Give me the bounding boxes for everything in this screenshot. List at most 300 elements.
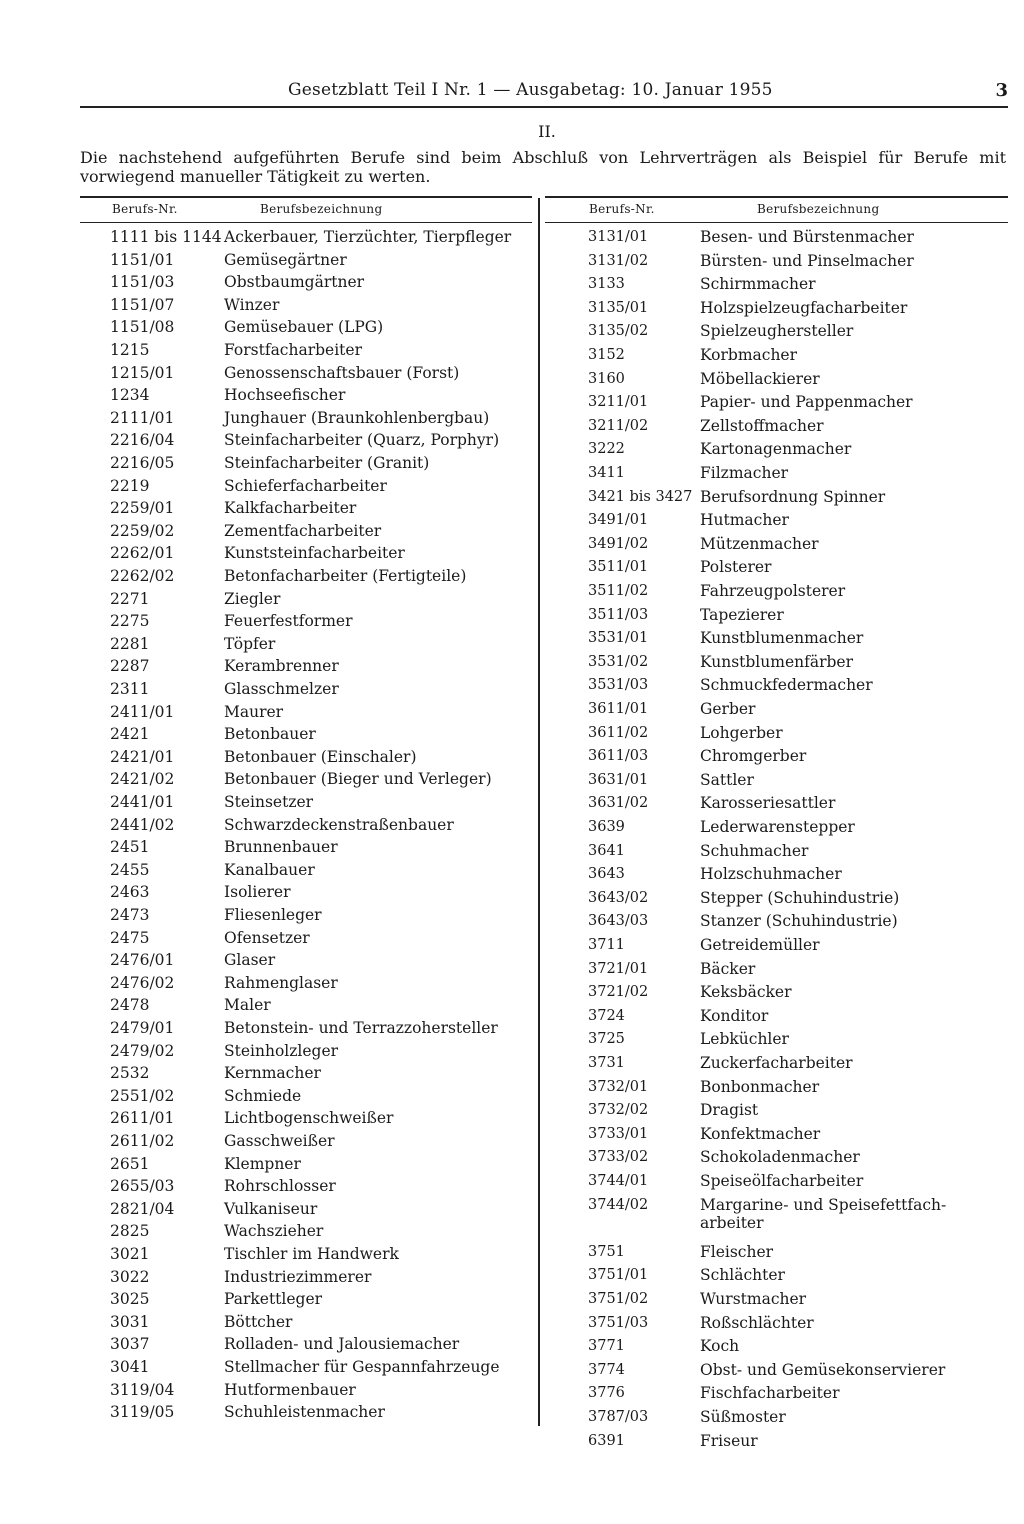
table-row bbox=[80, 362, 532, 384]
occupation-name: Lichtbogenschweißer bbox=[224, 1109, 394, 1128]
occupation-number: 2275 bbox=[110, 612, 150, 631]
table-row bbox=[80, 565, 532, 587]
occupation-name: Betonbauer bbox=[224, 725, 316, 744]
table-row bbox=[80, 1288, 532, 1310]
table-row bbox=[80, 316, 532, 338]
occupation-name: Tischler im Handwerk bbox=[224, 1245, 399, 1263]
occupation-number: 3037 bbox=[110, 1335, 150, 1354]
occupation-number: 3751/02 bbox=[588, 1291, 649, 1307]
occupation-number: 2611/02 bbox=[110, 1132, 175, 1150]
table-row bbox=[545, 698, 1008, 720]
occupation-name: Bürsten- und Pinselmacher bbox=[700, 251, 914, 270]
table-row bbox=[80, 1220, 532, 1242]
occupation-number: 2216/05 bbox=[110, 454, 175, 472]
table-row bbox=[545, 320, 1008, 342]
occupation-name: Kunststeinfacharbeiter bbox=[224, 544, 405, 563]
occupation-name: Zuckerfacharbeiter bbox=[700, 1054, 853, 1072]
occupation-name: Hochseefischer bbox=[224, 386, 346, 405]
occupation-name: Holzspielzeugfacharbeiter bbox=[700, 298, 908, 317]
occupation-name: Tapezierer bbox=[700, 605, 784, 624]
occupation-number: 3744/01 bbox=[588, 1173, 649, 1189]
table-row bbox=[545, 1312, 1008, 1334]
occupation-number: 3611/01 bbox=[588, 701, 649, 717]
occupation-number: 2287 bbox=[110, 657, 150, 676]
occupation-number: 1111 bis 1144 bbox=[110, 228, 222, 246]
occupation-number: 3751 bbox=[588, 1243, 625, 1260]
occupation-number: 2271 bbox=[110, 589, 150, 608]
table-row bbox=[80, 859, 532, 881]
occupation-number: 3421 bis 3427 bbox=[588, 488, 693, 505]
occupation-name: Lohgerber bbox=[700, 723, 783, 742]
intro-line-1: Die nachstehend aufgeführten Berufe sind beim Abschluß von Lehrverträgen als Beispiel für Berufe mit bbox=[80, 148, 1006, 167]
occupation-name: Chromgerber bbox=[700, 747, 807, 766]
occupation-number: 6391 bbox=[588, 1432, 625, 1449]
page-number: 3 bbox=[995, 80, 1008, 101]
left-header-name: Berufsbezeichnung bbox=[260, 202, 383, 216]
occupation-number: 2281 bbox=[110, 634, 150, 653]
table-row bbox=[545, 792, 1008, 814]
table-row bbox=[545, 674, 1008, 696]
occupation-name: Betonstein- und Terrazzohersteller bbox=[224, 1019, 498, 1037]
table-row bbox=[545, 391, 1008, 413]
occupation-name: Hutmacher bbox=[700, 511, 789, 530]
occupation-name: Getreidemüller bbox=[700, 936, 820, 954]
table-row bbox=[545, 533, 1008, 555]
table-row bbox=[80, 768, 532, 790]
table-row bbox=[80, 271, 532, 293]
occupation-name: Schmuckfedermacher bbox=[700, 676, 873, 695]
occupation-name: Böttcher bbox=[224, 1312, 293, 1331]
table-row bbox=[80, 1333, 532, 1355]
occupation-number: 3511/02 bbox=[588, 583, 649, 599]
occupation-number: 2421/02 bbox=[110, 770, 175, 789]
occupation-name: Schuhleistenmacher bbox=[224, 1403, 385, 1422]
occupation-name: Gemüsebauer (LPG) bbox=[224, 318, 384, 337]
occupation-number: 3135/01 bbox=[588, 299, 649, 316]
table-row bbox=[545, 627, 1008, 649]
table-row bbox=[80, 1356, 532, 1378]
occupation-number: 2532 bbox=[110, 1064, 150, 1083]
occupation-name: Bäcker bbox=[700, 959, 756, 978]
occupation-name: Kerambrenner bbox=[224, 657, 339, 676]
occupation-name: Schokoladenmacher bbox=[700, 1148, 860, 1167]
occupation-number: 2259/02 bbox=[110, 521, 175, 540]
occupation-name: Obst- und Gemüsekonservierer bbox=[700, 1360, 946, 1379]
occupation-name: Gemüsegärtner bbox=[224, 250, 347, 269]
occupation-name: Vulkaniseur bbox=[224, 1199, 318, 1218]
left-table bbox=[80, 196, 532, 1422]
occupation-number: 3211/02 bbox=[588, 417, 649, 434]
occupation-name: Papier- und Pappenmacher bbox=[700, 393, 913, 412]
occupation-number: 3639 bbox=[588, 819, 625, 835]
occupation-name: Betonbauer (Bieger und Verleger) bbox=[224, 770, 492, 789]
occupation-number: 2111/01 bbox=[110, 408, 175, 427]
table-row bbox=[80, 497, 532, 519]
occupation-number: 1234 bbox=[110, 386, 150, 405]
table-row bbox=[80, 475, 532, 497]
occupation-number: 2551/02 bbox=[110, 1086, 175, 1105]
table-row bbox=[80, 429, 532, 451]
table-row bbox=[545, 1028, 1008, 1050]
occupation-name: Bonbonmacher bbox=[700, 1077, 820, 1096]
left-header-number: Berufs-Nr. bbox=[112, 202, 178, 216]
occupation-name: Brunnenbauer bbox=[224, 838, 338, 857]
section-number: II. bbox=[538, 122, 556, 141]
occupation-number: 2655/03 bbox=[110, 1177, 175, 1196]
occupation-name: Glasschmelzer bbox=[224, 680, 339, 698]
occupation-name: Besen- und Bürstenmacher bbox=[700, 228, 914, 246]
table-row bbox=[80, 1311, 532, 1333]
table-row bbox=[80, 1017, 532, 1039]
occupation-number: 2475 bbox=[110, 928, 150, 947]
table-row bbox=[80, 1107, 532, 1129]
occupation-number: 3031 bbox=[110, 1312, 150, 1331]
occupation-name: Gerber bbox=[700, 700, 756, 718]
occupation-name: Zellstoffmacher bbox=[700, 416, 824, 435]
table-row bbox=[545, 745, 1008, 767]
occupation-number: 3611/02 bbox=[588, 724, 649, 741]
occupation-name: Kunstblumenmacher bbox=[700, 629, 864, 648]
occupation-name: Kalkfacharbeiter bbox=[224, 499, 357, 518]
occupation-name: Betonbauer (Einschaler) bbox=[224, 747, 417, 766]
column-divider bbox=[538, 198, 540, 1426]
table-row bbox=[80, 1175, 532, 1197]
occupation-number: 3531/02 bbox=[588, 653, 649, 670]
occupation-number: 2476/01 bbox=[110, 951, 175, 970]
occupation-number: 3744/02 bbox=[588, 1196, 649, 1213]
occupation-name: Mützenmacher bbox=[700, 534, 819, 553]
left-table-header bbox=[80, 196, 532, 223]
occupation-number: 2825 bbox=[110, 1222, 150, 1241]
table-row bbox=[80, 542, 532, 564]
right-table-header bbox=[545, 196, 1008, 223]
occupation-name: Schmiede bbox=[224, 1086, 302, 1105]
table-row bbox=[80, 1401, 532, 1423]
occupation-number: 3721/01 bbox=[588, 960, 649, 977]
table-row bbox=[545, 934, 1008, 956]
table-row bbox=[545, 344, 1008, 366]
table-row bbox=[545, 1170, 1008, 1192]
occupation-number: 3152 bbox=[588, 347, 625, 363]
occupation-name: Karosseriesattler bbox=[700, 794, 836, 813]
occupation-name: Konditor bbox=[700, 1006, 769, 1025]
table-row bbox=[80, 1243, 532, 1265]
occupation-name: Möbellackierer bbox=[700, 369, 820, 388]
occupation-name: Steinfacharbeiter (Quarz, Porphyr) bbox=[224, 431, 500, 450]
occupation-number: 3025 bbox=[110, 1290, 150, 1309]
table-row bbox=[80, 249, 532, 271]
table-row bbox=[545, 1288, 1008, 1310]
occupation-name: Industriezimmerer bbox=[224, 1267, 372, 1286]
table-row bbox=[545, 509, 1008, 531]
occupation-number: 3511/01 bbox=[588, 559, 649, 576]
table-row bbox=[80, 1085, 532, 1107]
occupation-name: Korbmacher bbox=[700, 346, 798, 364]
table-row bbox=[80, 791, 532, 813]
occupation-name: Konfektmacher bbox=[700, 1124, 821, 1143]
occupation-name: Süßmoster bbox=[700, 1408, 786, 1426]
table-row bbox=[545, 1382, 1008, 1404]
occupation-name: Kartonagenmacher bbox=[700, 440, 852, 459]
table-row bbox=[545, 1194, 1008, 1232]
occupation-number: 2479/02 bbox=[110, 1041, 175, 1060]
table-row bbox=[80, 1379, 532, 1401]
occupation-number: 3531/01 bbox=[588, 630, 649, 647]
occupation-name: Hutformenbauer bbox=[224, 1380, 356, 1399]
occupation-number: 3491/02 bbox=[588, 535, 649, 552]
header-title: Gesetzblatt Teil I Nr. 1 — Ausgabetag: 10. Januar 1955 bbox=[288, 80, 773, 100]
occupation-number: 2262/02 bbox=[110, 567, 175, 585]
table-row bbox=[545, 1099, 1008, 1121]
occupation-number: 3119/04 bbox=[110, 1380, 175, 1399]
occupation-name: Genossenschaftsbauer (Forst) bbox=[224, 363, 460, 382]
occupation-number: 2259/01 bbox=[110, 499, 175, 518]
occupation-name: Schieferfacharbeiter bbox=[224, 476, 387, 495]
occupation-number: 2651 bbox=[110, 1154, 150, 1173]
table-row bbox=[545, 887, 1008, 909]
table-row bbox=[545, 1359, 1008, 1381]
occupation-number: 1151/07 bbox=[110, 295, 175, 314]
occupation-number: 3411 bbox=[588, 465, 625, 481]
occupation-number: 2478 bbox=[110, 996, 150, 1015]
table-row bbox=[80, 1266, 532, 1288]
table-row bbox=[545, 769, 1008, 791]
right-header-name: Berufsbezeichnung bbox=[757, 202, 880, 216]
right-header-number: Berufs-Nr. bbox=[589, 202, 655, 216]
table-row bbox=[545, 1052, 1008, 1074]
table-row bbox=[545, 368, 1008, 390]
table-row bbox=[80, 814, 532, 836]
occupation-name: Forstfacharbeiter bbox=[224, 341, 362, 359]
table-row bbox=[80, 1198, 532, 1220]
occupation-number: 1151/03 bbox=[110, 273, 175, 292]
occupation-number: 3222 bbox=[588, 441, 625, 458]
occupation-number: 3119/05 bbox=[110, 1403, 175, 1422]
table-row bbox=[80, 452, 532, 474]
occupation-name: Fischfacharbeiter bbox=[700, 1384, 840, 1403]
table-row bbox=[545, 580, 1008, 602]
occupation-number: 1215 bbox=[110, 341, 150, 359]
table-row bbox=[545, 415, 1008, 437]
occupation-name: Steinfacharbeiter (Granit) bbox=[224, 454, 430, 472]
occupation-name: Maler bbox=[224, 996, 271, 1015]
table-row bbox=[545, 1076, 1008, 1098]
table-row bbox=[545, 1430, 1008, 1452]
occupation-number: 3133 bbox=[588, 276, 625, 293]
occupation-name: Wurstmacher bbox=[700, 1290, 807, 1308]
occupation-name: Kernmacher bbox=[224, 1064, 321, 1083]
table-row bbox=[545, 840, 1008, 862]
table-row bbox=[80, 1040, 532, 1062]
table-row bbox=[545, 226, 1008, 248]
occupation-name: Betonfacharbeiter (Fertigteile) bbox=[224, 567, 467, 585]
occupation-name: Winzer bbox=[224, 295, 280, 314]
table-row bbox=[545, 958, 1008, 980]
table-row bbox=[545, 297, 1008, 319]
table-row bbox=[80, 881, 532, 903]
table-row bbox=[545, 556, 1008, 578]
occupation-name: Isolierer bbox=[224, 883, 291, 902]
table-row bbox=[545, 1123, 1008, 1145]
occupation-number: 2219 bbox=[110, 476, 150, 495]
table-row bbox=[80, 294, 532, 316]
table-row bbox=[545, 438, 1008, 460]
occupation-name: Sattler bbox=[700, 770, 754, 789]
occupation-name: Stanzer (Schuhindustrie) bbox=[700, 912, 898, 931]
table-row bbox=[80, 701, 532, 723]
occupation-name: Klempner bbox=[224, 1154, 301, 1173]
table-row bbox=[545, 604, 1008, 626]
table-row bbox=[80, 678, 532, 700]
occupation-number: 3733/02 bbox=[588, 1149, 649, 1166]
occupation-number: 3724 bbox=[588, 1007, 625, 1024]
table-row bbox=[545, 1241, 1008, 1263]
table-row bbox=[80, 836, 532, 858]
occupation-number: 3643/02 bbox=[588, 889, 649, 906]
occupation-number: 3022 bbox=[110, 1267, 150, 1286]
table-row bbox=[545, 250, 1008, 272]
table-row bbox=[545, 1335, 1008, 1357]
table-row bbox=[545, 981, 1008, 1003]
occupation-number: 2216/04 bbox=[110, 431, 175, 450]
occupation-name: Zementfacharbeiter bbox=[224, 521, 382, 540]
right-table bbox=[545, 196, 1008, 1450]
occupation-number: 2311 bbox=[110, 680, 150, 698]
table-row bbox=[80, 339, 532, 361]
table-row bbox=[545, 1264, 1008, 1286]
table-row bbox=[80, 655, 532, 677]
occupation-number: 3135/02 bbox=[588, 323, 649, 340]
table-row bbox=[545, 486, 1008, 508]
occupation-name: Fahrzeugpolsterer bbox=[700, 582, 846, 600]
occupation-number: 2473 bbox=[110, 906, 150, 924]
occupation-name: Koch bbox=[700, 1337, 740, 1356]
occupation-number: 2262/01 bbox=[110, 544, 175, 563]
occupation-number: 3631/01 bbox=[588, 771, 649, 788]
header-rule bbox=[80, 106, 1008, 108]
occupation-number: 2421 bbox=[110, 725, 150, 744]
table-row bbox=[80, 1153, 532, 1175]
occupation-name: Lederwarenstepper bbox=[700, 818, 855, 836]
intro-paragraph bbox=[80, 148, 1006, 186]
occupation-number: 3774 bbox=[588, 1361, 625, 1378]
occupation-number: 3611/03 bbox=[588, 748, 649, 765]
occupation-name: Kanalbauer bbox=[224, 860, 315, 879]
table-row bbox=[80, 520, 532, 542]
occupation-name: Ofensetzer bbox=[224, 928, 310, 947]
occupation-name: Filzmacher bbox=[700, 464, 789, 482]
occupation-number: 3732/01 bbox=[588, 1078, 649, 1095]
occupation-name: Maurer bbox=[224, 702, 284, 721]
intro-line-2: vorwiegend manueller Tätigkeit zu werten. bbox=[80, 167, 431, 186]
occupation-name: Ackerbauer, Tierzüchter, Tierpfleger bbox=[224, 228, 512, 246]
occupation-number: 2441/02 bbox=[110, 815, 175, 834]
page-header bbox=[80, 78, 1008, 106]
occupation-number: 3733/01 bbox=[588, 1125, 649, 1142]
occupation-number: 3751/01 bbox=[588, 1267, 649, 1284]
occupation-number: 2479/01 bbox=[110, 1019, 175, 1037]
occupation-number: 2451 bbox=[110, 838, 150, 857]
occupation-name: Margarine- und Speisefettfach-arbeiter bbox=[700, 1195, 947, 1232]
table-row bbox=[80, 994, 532, 1016]
occupation-number: 2455 bbox=[110, 860, 150, 879]
occupation-number: 3211/01 bbox=[588, 394, 649, 411]
occupation-name: Schirmmacher bbox=[700, 275, 816, 294]
occupation-number: 3787/03 bbox=[588, 1409, 649, 1425]
occupation-number: 3771 bbox=[588, 1338, 625, 1355]
occupation-number: 3643/03 bbox=[588, 913, 649, 930]
table-row bbox=[545, 910, 1008, 932]
occupation-name: Lebküchler bbox=[700, 1030, 789, 1049]
occupation-name: Junghauer (Braunkohlenbergbau) bbox=[224, 408, 490, 427]
table-row bbox=[80, 746, 532, 768]
occupation-name: Feuerfestformer bbox=[224, 612, 353, 631]
occupation-number: 3751/03 bbox=[588, 1314, 649, 1331]
occupation-number: 3732/02 bbox=[588, 1102, 649, 1119]
occupation-name: Holzschuhmacher bbox=[700, 865, 842, 884]
table-row bbox=[545, 462, 1008, 484]
occupation-number: 3021 bbox=[110, 1245, 150, 1263]
occupation-name: Keksbäcker bbox=[700, 983, 792, 1002]
table-row bbox=[80, 1130, 532, 1152]
occupation-name: Speiseölfacharbeiter bbox=[700, 1172, 864, 1190]
occupation-number: 3731 bbox=[588, 1055, 625, 1071]
occupation-number: 3041 bbox=[110, 1358, 150, 1376]
occupation-number: 1151/08 bbox=[110, 318, 175, 337]
occupation-number: 3641 bbox=[588, 842, 625, 859]
table-row bbox=[545, 273, 1008, 295]
occupation-number: 3531/03 bbox=[588, 677, 649, 694]
occupation-name: Berufsordnung Spinner bbox=[700, 487, 886, 506]
occupation-name: Schwarzdeckenstraßenbauer bbox=[224, 815, 454, 834]
table-row bbox=[80, 949, 532, 971]
table-row bbox=[545, 1005, 1008, 1027]
table-row bbox=[80, 610, 532, 632]
occupation-name: Rohrschlosser bbox=[224, 1177, 336, 1196]
occupation-name: Ziegler bbox=[224, 589, 281, 608]
occupation-name: Kunstblumenfärber bbox=[700, 652, 853, 671]
table-row bbox=[80, 633, 532, 655]
occupation-number: 3511/03 bbox=[588, 606, 649, 623]
table-row bbox=[545, 651, 1008, 673]
table-row bbox=[80, 723, 532, 745]
occupation-name: Steinholzleger bbox=[224, 1041, 339, 1060]
occupation-number: 2441/01 bbox=[110, 793, 175, 811]
table-row bbox=[80, 588, 532, 610]
table-row bbox=[80, 1062, 532, 1084]
occupation-name: Rolladen- und Jalousiemacher bbox=[224, 1335, 460, 1354]
occupation-name: Parkettleger bbox=[224, 1290, 323, 1309]
occupation-number: 3711 bbox=[588, 937, 625, 953]
occupation-number: 2611/01 bbox=[110, 1109, 175, 1128]
table-row bbox=[545, 722, 1008, 744]
occupation-name: Friseur bbox=[700, 1431, 758, 1450]
occupation-name: Schuhmacher bbox=[700, 841, 809, 860]
occupation-name: Fliesenleger bbox=[224, 906, 322, 924]
occupation-number: 3776 bbox=[588, 1385, 625, 1402]
occupation-number: 3131/02 bbox=[588, 252, 649, 269]
occupation-name: Wachszieher bbox=[224, 1222, 324, 1241]
occupation-name: Schlächter bbox=[700, 1266, 785, 1285]
occupation-name: Polsterer bbox=[700, 558, 772, 577]
occupation-name: Steinsetzer bbox=[224, 793, 314, 811]
occupation-name: Obstbaumgärtner bbox=[224, 273, 365, 292]
occupation-number: 3643 bbox=[588, 866, 625, 883]
occupation-number: 3131/01 bbox=[588, 229, 649, 245]
table-row bbox=[80, 226, 532, 248]
table-row bbox=[80, 384, 532, 406]
occupation-number: 2463 bbox=[110, 883, 150, 902]
